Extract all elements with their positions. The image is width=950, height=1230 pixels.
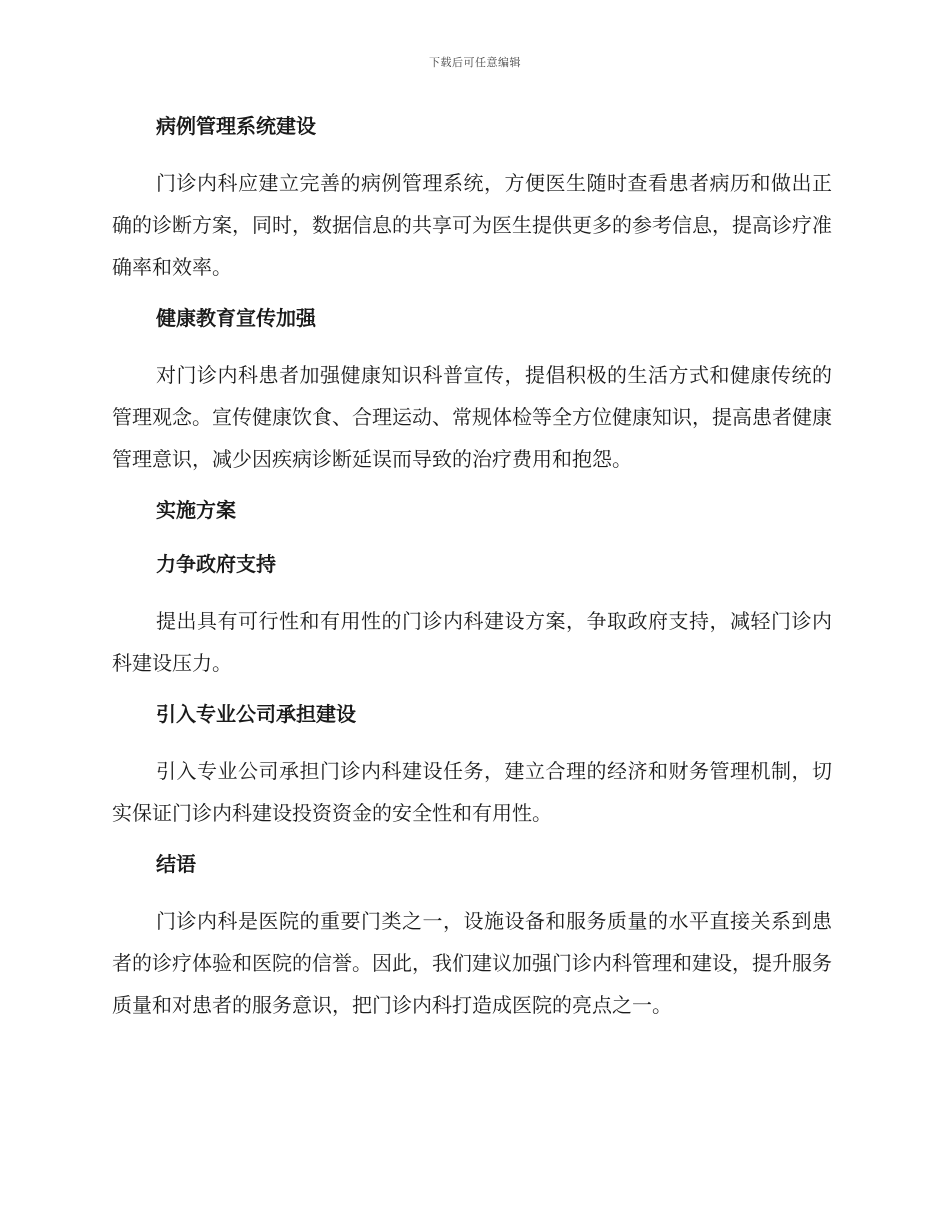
section-heading-implementation: 实施方案 bbox=[156, 498, 236, 522]
section-heading-health-education: 健康教育宣传加强 bbox=[156, 306, 316, 330]
section-heading-conclusion: 结语 bbox=[156, 852, 196, 876]
paragraph-conclusion: 门诊内科是医院的重要门类之一，设施设备和服务质量的水平直接关系到患者的诊疗体验和医院的信誉。因此，我们建议加强门诊内科管理和建设，提升服务质量和对患者的服务意识，把门诊内科打造成医院的亮点之一。 bbox=[112, 909, 832, 1017]
section-heading-government-support: 力争政府支持 bbox=[156, 552, 276, 576]
paragraph-professional-company: 引入专业公司承担门诊内科建设任务，建立合理的经济和财务管理机制，切实保证门诊内科建设投资资金的安全性和有用性。 bbox=[112, 759, 832, 825]
section-heading-professional-company: 引入专业公司承担建设 bbox=[156, 702, 356, 726]
page-header-note: 下载后可任意编辑 bbox=[429, 56, 521, 69]
document-body bbox=[112, 108, 832, 1038]
section-heading-case-management: 病例管理系统建设 bbox=[156, 114, 316, 138]
paragraph-health-education: 对门诊内科患者加强健康知识科普宣传，提倡积极的生活方式和健康传统的管理观念。宣传健康饮食、合理运动、常规体检等全方位健康知识，提高患者健康管理意识，减少因疾病诊断延误而导致的治疗费用和抱怨。 bbox=[112, 363, 832, 471]
paragraph-case-management: 门诊内科应建立完善的病例管理系统，方便医生随时查看患者病历和做出正确的诊断方案，同时，数据信息的共享可为医生提供更多的参考信息，提高诊疗准确率和效率。 bbox=[112, 171, 832, 279]
paragraph-government-support: 提出具有可行性和有用性的门诊内科建设方案，争取政府支持，减轻门诊内科建设压力。 bbox=[112, 609, 832, 675]
